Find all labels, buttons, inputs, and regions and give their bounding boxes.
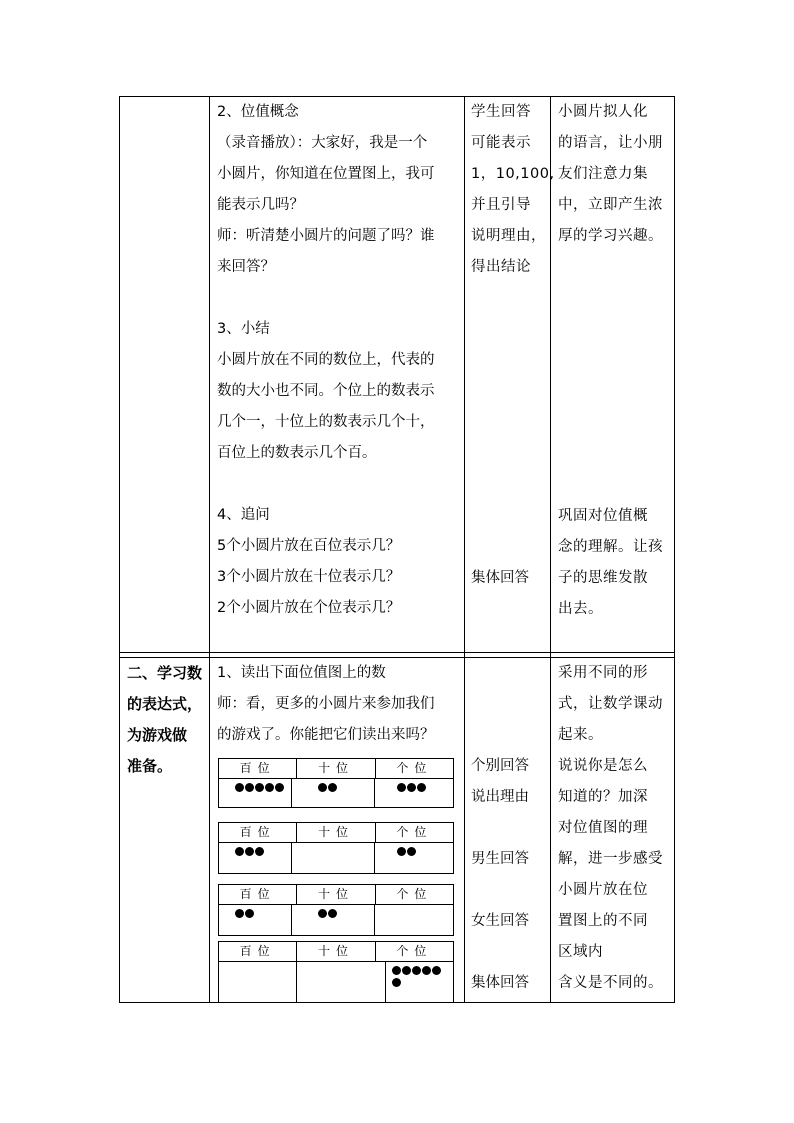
intent-line: 小圆片拟人化 xyxy=(558,104,648,120)
place-value-tens-cell xyxy=(291,905,374,936)
activity-line: 男生回答 xyxy=(471,851,529,867)
place-value-ones-cell xyxy=(374,843,453,874)
intent-line: 念的理解。让孩 xyxy=(558,539,663,555)
counter-dot xyxy=(392,978,401,987)
intent-line: 巩固对位值概 xyxy=(558,508,648,524)
activity-line: 可能表示 xyxy=(471,135,531,151)
content-line: 1、读出下面位值图上的数 xyxy=(217,665,386,681)
counter-dot xyxy=(275,783,284,792)
counter-dot xyxy=(412,966,421,975)
counter-dot xyxy=(432,966,441,975)
counter-dot xyxy=(422,966,431,975)
table-divider-1 xyxy=(209,96,210,1003)
place-value-hundreds-cell xyxy=(219,905,291,936)
place-value-chart xyxy=(218,758,454,808)
counter-dot xyxy=(397,783,406,792)
content-line: 小圆片，你知道在位置图上，我可 xyxy=(217,166,435,182)
intent-line: 知道的？加深 xyxy=(558,789,648,805)
place-value-header-cell: 百位 xyxy=(239,944,276,958)
intent-line: 区域内 xyxy=(558,944,603,960)
intent-line: 出去。 xyxy=(558,601,603,617)
activity-line: 说出理由 xyxy=(471,789,529,805)
place-value-header-cell: 十位 xyxy=(296,942,374,961)
activity-line: 学生回答 xyxy=(471,104,531,120)
counter-dot xyxy=(245,909,254,918)
place-value-header-cell: 十位 xyxy=(296,823,374,842)
stage-line: 准备。 xyxy=(127,757,173,775)
activity-text: 集体回答 xyxy=(471,570,529,586)
place-value-header-cell: 百位 xyxy=(239,887,276,901)
content-line: 4、追问 xyxy=(217,507,270,523)
intent-line: 置图上的不同 xyxy=(558,913,648,929)
counter-dot xyxy=(245,847,254,856)
counter-dot xyxy=(318,909,327,918)
counter-dot xyxy=(235,783,244,792)
intent-line: 的语言，让小朋 xyxy=(558,135,663,151)
table-divider-2 xyxy=(464,96,465,1003)
activity-line xyxy=(471,813,529,844)
place-value-header-cell: 个位 xyxy=(375,885,453,904)
place-value-header-cell: 百位 xyxy=(239,761,276,775)
content-line: 2、位值概念 xyxy=(217,104,299,120)
row2-stage xyxy=(127,658,202,782)
counter-dot xyxy=(318,783,327,792)
content-line: 5个小圆片放在百位表示几？ xyxy=(217,538,401,554)
activity-line: 个别回答 xyxy=(471,758,529,774)
place-value-chart xyxy=(218,884,454,936)
activity-line xyxy=(471,937,529,968)
counter-dot xyxy=(402,966,411,975)
content-line: 师：看，更多的小圆片来参加我们 xyxy=(217,696,435,712)
intent-line: 采用不同的形 xyxy=(558,665,648,681)
table-border-right xyxy=(674,96,675,1003)
stage-line: 二、学习数 xyxy=(127,664,203,682)
intent-line: 中，立即产生浓 xyxy=(558,197,663,213)
content-line: 能表示几吗？ xyxy=(217,197,304,213)
place-value-ones-cell xyxy=(374,905,453,936)
counter-dot xyxy=(417,783,426,792)
place-value-hundreds-cell xyxy=(219,962,296,1002)
content-line: 小圆片放在不同的数位上，代表的 xyxy=(217,352,435,368)
counter-dot xyxy=(328,783,337,792)
activity-line: 集体回答 xyxy=(471,975,529,991)
content-line: （录音播放）：大家好，我是一个 xyxy=(217,135,428,151)
content-line: 的游戏了。你能把它们读出来吗？ xyxy=(217,727,435,743)
counter-dot xyxy=(245,783,254,792)
row-separator xyxy=(119,652,675,653)
content-line: 3、小结 xyxy=(217,321,270,337)
place-value-header-cell: 十位 xyxy=(296,885,374,904)
place-value-header-cell: 百位 xyxy=(239,825,276,839)
place-value-chart xyxy=(218,941,454,1002)
content-line: 百位上的数表示几个百。 xyxy=(217,445,377,461)
stage-line: 为游戏做 xyxy=(127,726,188,744)
row1-intent xyxy=(558,97,663,252)
stage-line: 的表达式， xyxy=(127,695,203,713)
activity-line: 并且引导 xyxy=(471,197,531,213)
counter-dot xyxy=(397,847,406,856)
counter-dot xyxy=(407,783,416,792)
content-line: 2个小圆片放在个位表示几？ xyxy=(217,600,401,616)
place-value-ones-cell xyxy=(374,779,453,808)
counter-dot xyxy=(392,966,401,975)
intent-line: 起来。 xyxy=(558,727,603,743)
row1-intent-b xyxy=(558,501,663,625)
content-line: 数的大小也不同。个位上的数表示 xyxy=(217,383,435,399)
place-value-header-cell: 个位 xyxy=(375,942,453,961)
content-line xyxy=(217,283,435,314)
table-border-left xyxy=(119,96,120,1003)
row2-content xyxy=(217,658,435,751)
table-border-bottom xyxy=(119,1002,675,1003)
place-value-header-cell: 个位 xyxy=(375,823,453,842)
place-value-tens-cell xyxy=(291,843,374,874)
intent-line: 友们注意力集 xyxy=(558,166,648,182)
content-line: 师：听清楚小圆片的问题了吗？谁 xyxy=(217,228,435,244)
intent-line: 对位值图的理 xyxy=(558,820,648,836)
counter-dot xyxy=(328,909,337,918)
counter-dot xyxy=(265,783,274,792)
place-value-ones-cell xyxy=(385,962,453,1002)
intent-line: 式，让数学课动 xyxy=(558,696,663,712)
place-value-tens-cell xyxy=(291,779,374,808)
activity-line: 女生回答 xyxy=(471,913,529,929)
counter-dot xyxy=(407,847,416,856)
activity-line: 1，10,100, xyxy=(471,166,555,182)
place-value-header-cell: 十位 xyxy=(296,759,374,778)
row1-activity xyxy=(471,97,555,283)
place-value-header-cell: 个位 xyxy=(375,759,453,778)
counter-dot xyxy=(255,783,264,792)
intent-line: 子的思维发散 xyxy=(558,570,648,586)
row2-intent xyxy=(558,658,663,999)
content-line: 几个一，十位上的数表示几个十， xyxy=(217,414,435,430)
counter-dot xyxy=(235,909,244,918)
place-value-hundreds-cell xyxy=(219,779,291,808)
activity-line xyxy=(471,875,529,906)
intent-line: 含义是不同的。 xyxy=(558,975,663,991)
intent-line: 说说你是怎么 xyxy=(558,758,648,774)
intent-line: 厚的学习兴趣。 xyxy=(558,228,663,244)
content-line: 3个小圆片放在十位表示几？ xyxy=(217,569,401,585)
row2-activities xyxy=(471,751,529,999)
row1-content xyxy=(217,97,435,624)
row1-activity-collective xyxy=(471,563,529,594)
place-value-hundreds-cell xyxy=(219,843,291,874)
activity-line: 说明理由， xyxy=(471,228,546,244)
activity-line: 得出结论 xyxy=(471,259,531,275)
counter-dot xyxy=(235,847,244,856)
place-value-tens-cell xyxy=(296,962,384,1002)
content-line xyxy=(217,469,435,500)
intent-line: 小圆片放在位 xyxy=(558,882,648,898)
intent-line: 解，进一步感受 xyxy=(558,851,663,867)
place-value-chart xyxy=(218,822,454,874)
counter-dot xyxy=(255,847,264,856)
content-line: 来回答？ xyxy=(217,259,275,275)
